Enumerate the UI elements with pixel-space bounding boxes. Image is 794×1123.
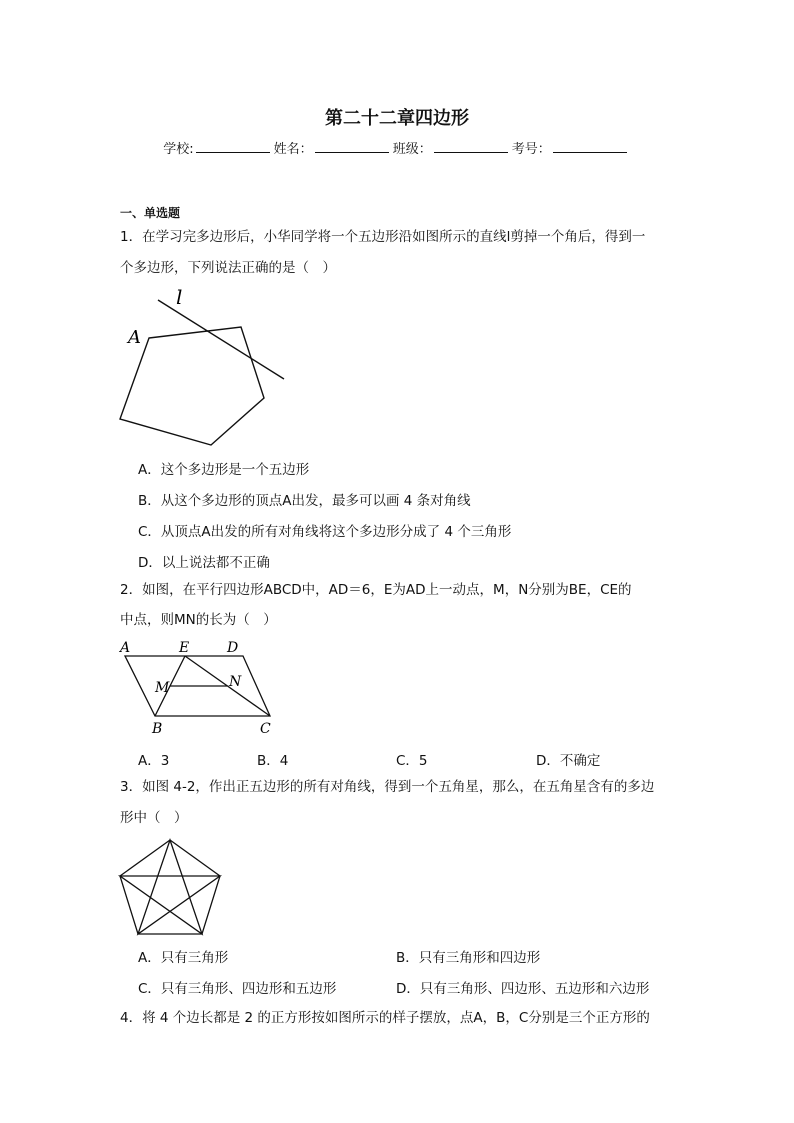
- q2-stem-line1: 2．如图，在平行四边形ABCD中，AD＝6，E为AD上一动点，M，N分别为BE，CE的: [120, 582, 632, 598]
- label-c: C: [260, 721, 271, 737]
- q3-option-b: B．只有三角形和四边形: [396, 950, 541, 966]
- q2-stem-line2: 中点，则MN的长为（ ）: [120, 612, 277, 628]
- line-label: l: [176, 285, 183, 309]
- q4-stem-line1: 4．将 4 个边长都是 2 的正方形按如图所示的样子摆放，点A，B，C分别是三个正方形的: [120, 1010, 650, 1026]
- q2-option-b: B．4: [257, 753, 289, 769]
- q1-stem-line2: 个多边形，下列说法正确的是（ ）: [120, 260, 336, 276]
- q1-option-a: A．这个多边形是一个五边形: [138, 462, 310, 478]
- q3-option-d: D．只有三角形、四边形、五边形和六边形: [396, 981, 650, 997]
- q1-stem-line1: 1．在学习完多边形后，小华同学将一个五边形沿如图所示的直线l剪掉一个角后，得到一: [120, 229, 646, 245]
- label-m: M: [155, 680, 170, 696]
- name-blank: [315, 140, 389, 153]
- label-n: N: [229, 674, 242, 690]
- q3-option-c: C．只有三角形、四边形和五边形: [138, 981, 337, 997]
- school-label: 学校:: [163, 142, 194, 157]
- q1-option-d: D．以上说法都不正确: [138, 555, 270, 571]
- class-blank: [434, 140, 508, 153]
- label-b: B: [152, 721, 163, 737]
- school-blank: [196, 140, 270, 153]
- vertex-a-label: A: [128, 327, 141, 348]
- q1-option-c: C．从顶点A出发的所有对角线将这个多边形分成了 4 个三角形: [138, 524, 512, 540]
- page-title: 第二十二章四边形: [325, 108, 469, 129]
- q3-pentagram-figure: [112, 836, 228, 938]
- q2-option-d: D．不确定: [536, 753, 601, 769]
- label-a: A: [120, 640, 131, 656]
- q1-pentagon-figure: [110, 285, 300, 450]
- q3-stem-line1: 3．如图 4-2，作出正五边形的所有对角线，得到一个五角星，那么，在五角星含有的多边: [120, 779, 655, 795]
- q3-option-a: A．只有三角形: [138, 950, 229, 966]
- pentagon-shape: [120, 327, 264, 445]
- pentagram-diagonals: [120, 840, 220, 934]
- label-e: E: [179, 640, 190, 656]
- student-info-line: [0, 138, 794, 157]
- q2-option-c: C．5: [396, 753, 428, 769]
- section-heading: 一、单选题: [120, 206, 181, 220]
- exam-no-label: 考号：: [511, 142, 551, 157]
- cut-line: [158, 300, 284, 379]
- q2-parallelogram-figure: [115, 636, 285, 738]
- q3-stem-line2: 形中（ ）: [120, 810, 188, 826]
- q1-option-b: B．从这个多边形的顶点A出发，最多可以画 4 条对角线: [138, 493, 471, 509]
- exam-no-blank: [553, 140, 627, 153]
- class-label: 班级：: [392, 142, 432, 157]
- q2-option-a: A．3: [138, 753, 170, 769]
- name-label: 姓名：: [273, 142, 313, 157]
- label-d: D: [227, 640, 239, 656]
